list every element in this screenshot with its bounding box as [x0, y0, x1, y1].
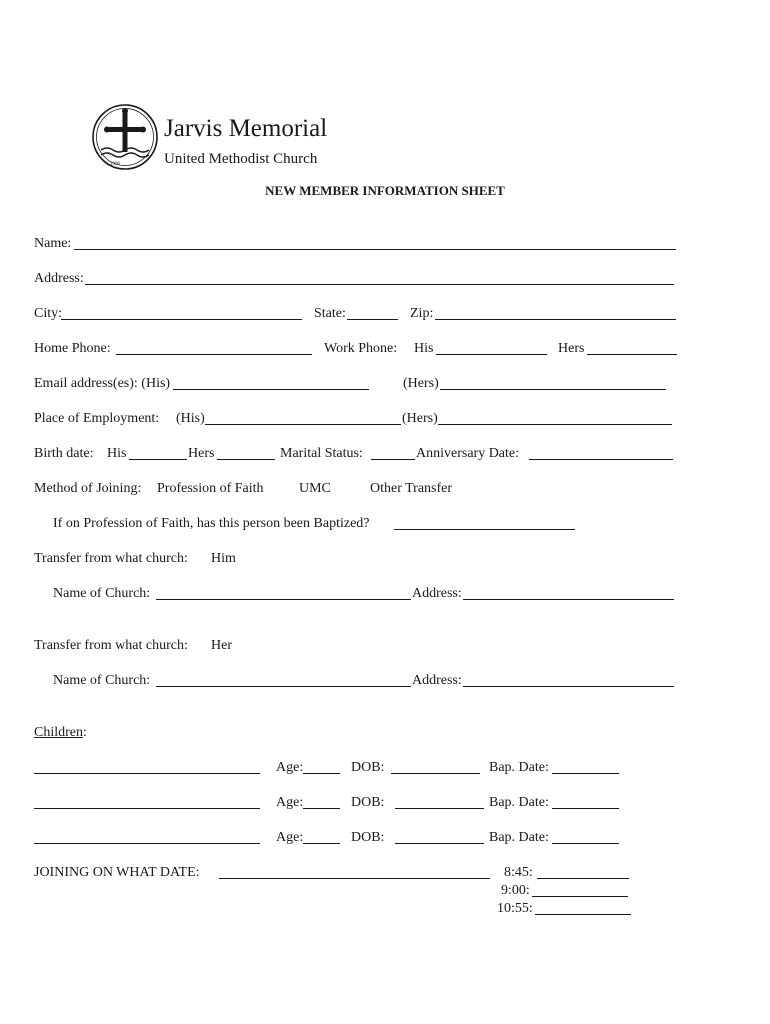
her-church-name-label: Name of Church: — [53, 673, 151, 688]
name-field[interactable] — [74, 249, 676, 250]
child-2-bap-label: Bap. Date: — [489, 795, 549, 810]
org-subtitle: United Methodist Church — [164, 151, 318, 167]
state-field[interactable] — [347, 319, 398, 320]
her-church-name-field[interactable] — [156, 686, 411, 687]
child-1-bap-label: Bap. Date: — [489, 760, 549, 775]
email-hers-field[interactable] — [440, 389, 666, 390]
email-hers-label: (Hers) — [403, 376, 439, 391]
work-phone-hers-field[interactable] — [587, 354, 677, 355]
child-1-dob-field[interactable] — [391, 773, 480, 774]
option-other-transfer[interactable]: Other Transfer — [370, 481, 453, 496]
birth-his-label: His — [107, 446, 127, 461]
method-joining-label: Method of Joining: — [34, 481, 142, 496]
employment-his-field[interactable] — [205, 424, 401, 425]
her-church-address-label: Address: — [412, 673, 462, 688]
city-field[interactable] — [61, 319, 302, 320]
him-church-address-field[interactable] — [463, 599, 674, 600]
him-church-name-field[interactable] — [156, 599, 411, 600]
transfer-him-label: Transfer from what church: — [34, 551, 188, 566]
child-2-dob-field[interactable] — [395, 808, 484, 809]
email-his-field[interactable] — [173, 389, 369, 390]
city-label: City: — [34, 306, 63, 321]
address-field[interactable] — [85, 284, 674, 285]
children-colon: : — [83, 725, 87, 740]
zip-field[interactable] — [435, 319, 676, 320]
children-heading — [34, 725, 87, 741]
option-profession-of-faith[interactable]: Profession of Faith — [157, 481, 264, 496]
him-church-name-label: Name of Church: — [53, 586, 151, 601]
child-1-age-label: Age: — [276, 760, 304, 775]
child-2-dob-label: DOB: — [351, 795, 385, 810]
employment-label: Place of Employment: — [34, 411, 160, 426]
child-1-age-field[interactable] — [303, 773, 340, 774]
birth-hers-label: Hers — [188, 446, 215, 461]
child-2-age-label: Age: — [276, 795, 304, 810]
service-1055-field[interactable] — [535, 914, 631, 915]
him-church-address-label: Address: — [412, 586, 462, 601]
child-3-name-field[interactable] — [34, 843, 260, 844]
home-phone-field[interactable] — [116, 354, 312, 355]
transfer-her-label: Transfer from what church: — [34, 638, 188, 653]
baptized-question: If on Profession of Faith, has this person been Baptized? — [53, 516, 370, 531]
employment-hers-label: (Hers) — [402, 411, 438, 426]
work-phone-his-label: His — [414, 341, 434, 356]
marital-status-label: Marital Status: — [280, 446, 363, 461]
option-umc[interactable]: UMC — [299, 481, 331, 496]
child-3-dob-field[interactable] — [395, 843, 484, 844]
work-phone-hers-label: Hers — [558, 341, 585, 356]
state-label: State: — [314, 306, 346, 321]
anniversary-label: Anniversary Date: — [416, 446, 520, 461]
anniversary-field[interactable] — [529, 459, 673, 460]
child-1-bap-field[interactable] — [552, 773, 619, 774]
transfer-him-who: Him — [211, 551, 236, 566]
service-845-label: 8:45: — [504, 865, 533, 880]
child-2-bap-field[interactable] — [552, 808, 619, 809]
joining-date-label: JOINING ON WHAT DATE: — [34, 865, 200, 880]
seal-year: 1906 — [110, 162, 120, 167]
work-phone-label: Work Phone: — [324, 341, 398, 356]
birth-his-field[interactable] — [129, 459, 187, 460]
email-his-label: Email address(es): (His) — [34, 376, 171, 391]
service-845-field[interactable] — [537, 878, 629, 879]
joining-date-field[interactable] — [219, 878, 490, 879]
child-3-dob-label: DOB: — [351, 830, 385, 845]
service-1055-label: 10:55: — [497, 901, 533, 916]
child-3-bap-field[interactable] — [552, 843, 619, 844]
birth-hers-field[interactable] — [217, 459, 275, 460]
child-1-dob-label: DOB: — [351, 760, 385, 775]
transfer-her-who: Her — [211, 638, 232, 653]
baptized-field[interactable] — [394, 529, 575, 530]
church-seal-logo — [90, 102, 160, 172]
child-3-bap-label: Bap. Date: — [489, 830, 549, 845]
service-900-label: 9:00: — [501, 883, 530, 898]
address-label: Address: — [34, 271, 84, 286]
marital-status-field[interactable] — [371, 459, 415, 460]
employment-hers-field[interactable] — [438, 424, 672, 425]
work-phone-his-field[interactable] — [436, 354, 547, 355]
child-3-age-field[interactable] — [303, 843, 340, 844]
home-phone-label: Home Phone: — [34, 341, 111, 356]
child-3-age-label: Age: — [276, 830, 304, 845]
name-label: Name: — [34, 236, 72, 251]
zip-label: Zip: — [410, 306, 434, 321]
employment-his-label: (His) — [176, 411, 205, 426]
service-900-field[interactable] — [532, 896, 628, 897]
children-label: Children — [34, 725, 83, 740]
birth-date-label: Birth date: — [34, 446, 94, 461]
child-1-name-field[interactable] — [34, 773, 260, 774]
page-title: NEW MEMBER INFORMATION SHEET — [265, 183, 505, 198]
her-church-address-field[interactable] — [463, 686, 674, 687]
child-2-age-field[interactable] — [303, 808, 340, 809]
child-2-name-field[interactable] — [34, 808, 260, 809]
org-name: Jarvis Memorial — [164, 115, 328, 142]
